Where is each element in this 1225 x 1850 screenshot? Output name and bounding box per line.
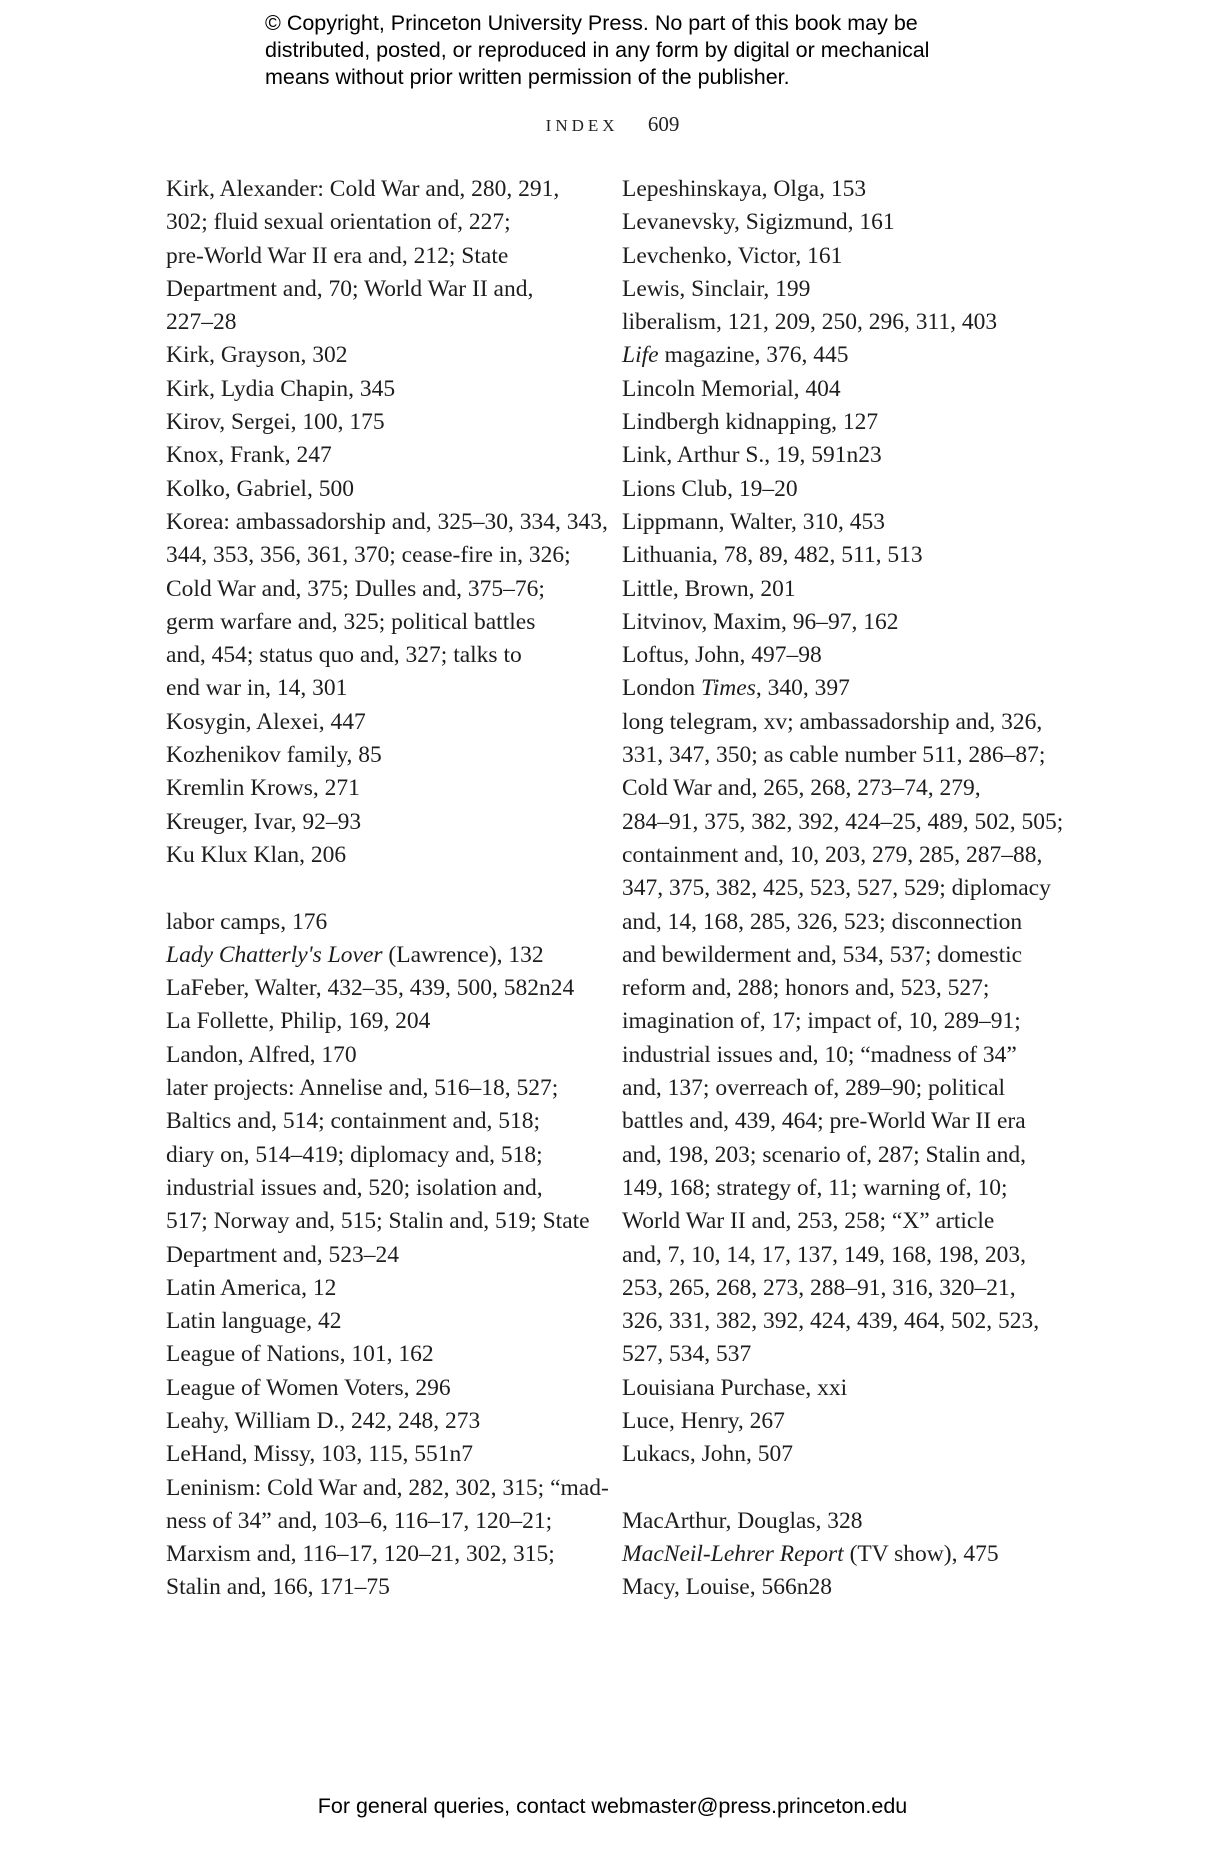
- running-head-label: INDEX: [545, 116, 619, 135]
- index-entry-line: League of Nations, 101, 162: [166, 1341, 434, 1368]
- index-entry-line: end war in, 14, 301: [166, 675, 348, 702]
- index-entry-line: 517; Norway and, 515; Stalin and, 519; State: [166, 1208, 590, 1235]
- index-entry-line: [622, 1538, 1042, 1571]
- index-entry: [622, 206, 1042, 239]
- index-entry-line: World War II and, 253, 258; “X” article: [622, 1208, 995, 1235]
- index-entry-line: 302; fluid sexual orientation of, 227;: [166, 209, 511, 236]
- index-entry: [622, 240, 1042, 273]
- index-entry-line: Lepeshinskaya, Olga, 153: [622, 176, 867, 202]
- index-entry-title: MacNeil-Lehrer Report: [622, 1541, 844, 1568]
- index-entry: [622, 173, 1042, 206]
- copyright-line: © Copyright, Princeton University Press. No part of this book may be: [265, 11, 918, 35]
- index-entry-line: Cold War and, 265, 268, 273–74, 279,: [622, 775, 981, 802]
- index-entry-line: ness of 34” and, 103–6, 116–17, 120–21;: [166, 1507, 553, 1534]
- index-entry-line: Louisiana Purchase, xxi: [622, 1374, 848, 1401]
- index-entry-line: LaFeber, Walter, 432–35, 439, 500, 582n24: [166, 975, 575, 1002]
- index-entry: [166, 439, 586, 472]
- index-entry: [166, 1472, 609, 1605]
- index-entry-line: 326, 331, 382, 392, 424, 439, 464, 502, 523,: [622, 1308, 1040, 1335]
- index-entry-line: Loftus, John, 497–98: [622, 642, 822, 669]
- index-entry: [622, 373, 1042, 406]
- index-entry: [166, 706, 586, 739]
- index-entry-line: and, 14, 168, 285, 326, 523; disconnection: [622, 908, 1023, 935]
- index-entry: [166, 806, 586, 839]
- index-entry: [166, 772, 586, 805]
- index-entry-rest: (TV show), 475: [843, 1541, 999, 1568]
- index-entry-line: industrial issues and, 10; “madness of 34”: [622, 1041, 1017, 1068]
- index-entry-line: Lincoln Memorial, 404: [622, 375, 841, 402]
- index-entry-line: Baltics and, 514; containment and, 518;: [166, 1108, 540, 1135]
- index-entry-line: Litvinov, Maxim, 96–97, 162: [622, 608, 899, 635]
- index-entry-line: Department and, 70; World War II and,: [166, 275, 534, 302]
- index-entry-line: industrial issues and, 520; isolation and,: [166, 1174, 543, 1201]
- index-entry-line: Leninism: Cold War and, 282, 302, 315; “mad-: [166, 1474, 609, 1501]
- index-entry: [166, 839, 586, 872]
- index-entry-line: and, 454; status quo and, 327; talks to: [166, 642, 522, 669]
- index-entry-line: 227–28: [166, 309, 237, 336]
- index-entry-line: La Follette, Philip, 169, 204: [166, 1008, 431, 1035]
- copyright-notice: [265, 10, 1025, 91]
- index-entry-line: Lithuania, 78, 89, 482, 511, 513: [622, 542, 923, 569]
- index-entry: [622, 1405, 1042, 1438]
- index-entry-line: Lions Club, 19–20: [622, 475, 798, 502]
- letter-group-gap: [166, 872, 586, 905]
- index-entry-line: Kreuger, Ivar, 92–93: [166, 808, 362, 835]
- index-entry-line: and, 137; overreach of, 289–90; political: [622, 1075, 1006, 1102]
- index-entry-line: Latin America, 12: [166, 1274, 337, 1301]
- index-entry-line: Lukacs, John, 507: [622, 1441, 794, 1468]
- index-entry-line: Kosygin, Alexei, 447: [166, 708, 366, 735]
- index-entry-line: LeHand, Missy, 103, 115, 551n7: [166, 1441, 474, 1468]
- index-entry: [166, 1405, 586, 1438]
- index-entry: [622, 1505, 1042, 1538]
- index-entry-line: Kirov, Sergei, 100, 175: [166, 409, 385, 436]
- index-entry-line: League of Women Voters, 296: [166, 1374, 451, 1401]
- index-entry-line: Korea: ambassadorship and, 325–30, 334, 343,: [166, 508, 608, 535]
- index-entry: [166, 473, 586, 506]
- index-entry-line: Department and, 523–24: [166, 1241, 399, 1268]
- index-entry-title: Times: [700, 675, 756, 702]
- index-entry-line: imagination of, 17; impact of, 10, 289–91;: [622, 1008, 1021, 1035]
- index-entry: [622, 1438, 1042, 1471]
- page-number: 609: [647, 112, 680, 136]
- index-entry-line: Kirk, Lydia Chapin, 345: [166, 375, 396, 402]
- index-entry: [166, 506, 608, 706]
- index-entry-line: Macy, Louise, 566n28: [622, 1574, 832, 1601]
- index-entry-line: 347, 375, 382, 425, 523, 527, 529; diplomacy: [622, 875, 1051, 902]
- index-entry: [622, 1372, 1042, 1405]
- index-entry: [166, 339, 586, 372]
- index-entry-line: Little, Brown, 201: [622, 575, 796, 602]
- index-entry-line: reform and, 288; honors and, 523, 527;: [622, 975, 990, 1002]
- index-entry-line: [166, 939, 586, 972]
- index-entry-line: Leahy, William D., 242, 248, 273: [166, 1407, 481, 1434]
- index-entry: [166, 906, 586, 939]
- running-head: [0, 112, 1225, 137]
- index-column-right: [622, 173, 1064, 1605]
- index-column-left: [166, 173, 609, 1605]
- index-entry-line: battles and, 439, 464; pre-World War II era: [622, 1108, 1026, 1135]
- index-entry-line: Latin language, 42: [166, 1308, 342, 1335]
- index-entry-rest: magazine, 376, 445: [658, 342, 849, 369]
- index-entry-line: and, 7, 10, 14, 17, 137, 149, 168, 198, 203,: [622, 1241, 1027, 1268]
- index-entry: [622, 339, 1042, 372]
- index-entry: [622, 473, 1042, 506]
- index-entry-line: 331, 347, 350; as cable number 511, 286–87;: [622, 742, 1046, 769]
- index-entry-line: Link, Arthur S., 19, 591n23: [622, 442, 882, 469]
- index-entry-line: diary on, 514–419; diplomacy and, 518;: [166, 1141, 543, 1168]
- index-entry-line: liberalism, 121, 209, 250, 296, 311, 403: [622, 309, 998, 336]
- index-entry: [622, 439, 1042, 472]
- index-entry-line: 527, 534, 537: [622, 1341, 752, 1368]
- index-entry: [166, 1072, 590, 1272]
- index-entry-line: germ warfare and, 325; political battles: [166, 608, 536, 635]
- index-entry-line: Stalin and, 166, 171–75: [166, 1574, 390, 1601]
- index-entry: [166, 1438, 586, 1471]
- index-entry-line: 284–91, 375, 382, 392, 424–25, 489, 502, 505;: [622, 808, 1064, 835]
- index-entry-line: [622, 339, 1042, 372]
- index-entry: [166, 1305, 586, 1338]
- index-entry: [622, 672, 1042, 705]
- index-entry: [166, 1372, 586, 1405]
- index-entry-line: Lewis, Sinclair, 199: [622, 275, 811, 302]
- index-entry-line: Ku Klux Klan, 206: [166, 841, 347, 868]
- index-entry: [622, 1571, 1042, 1604]
- index-entry-line: later projects: Annelise and, 516–18, 527;: [166, 1075, 559, 1102]
- copyright-line: means without prior written permission of the publisher.: [265, 65, 790, 89]
- index-entry-line: Knox, Frank, 247: [166, 442, 332, 469]
- index-entry: [166, 173, 586, 339]
- index-entry: [166, 972, 586, 1005]
- index-entry: [622, 1538, 1042, 1571]
- index-entry-line: long telegram, xv; ambassadorship and, 326,: [622, 708, 1043, 735]
- index-entry-rest: (Lawrence), 132: [382, 941, 544, 968]
- index-entry-line: Levchenko, Victor, 161: [622, 242, 843, 269]
- index-entry: [622, 606, 1042, 639]
- index-entry-line: Kirk, Grayson, 302: [166, 342, 348, 369]
- index-entry-line: Landon, Alfred, 170: [166, 1041, 357, 1068]
- index-entry-line: 149, 168; strategy of, 11; warning of, 10;: [622, 1174, 1008, 1201]
- index-entry-line: Kirk, Alexander: Cold War and, 280, 291,: [166, 176, 560, 202]
- letter-group-gap: [622, 1472, 1042, 1505]
- index-entry-line: 344, 353, 356, 361, 370; cease-fire in, 326;: [166, 542, 571, 569]
- footer-contact: For general queries, contact webmaster@press.princeton.edu: [317, 1794, 908, 1818]
- index-entry: [622, 273, 1042, 306]
- index-entry: [622, 306, 1042, 339]
- index-entry-line: Luce, Henry, 267: [622, 1407, 785, 1434]
- index-entry-line: and, 198, 203; scenario of, 287; Stalin and,: [622, 1141, 1026, 1168]
- index-entry: [166, 1338, 586, 1371]
- index-entry-line: Marxism and, 116–17, 120–21, 302, 315;: [166, 1541, 555, 1568]
- index-entry: [166, 1005, 586, 1038]
- index-entry: [166, 939, 586, 972]
- index-entry: [622, 406, 1042, 439]
- index-entry: [622, 573, 1042, 606]
- index-entry-line: labor camps, 176: [166, 908, 328, 935]
- index-entry-line: Kolko, Gabriel, 500: [166, 475, 354, 502]
- index-entry: [166, 406, 586, 439]
- index-entry: [622, 706, 1064, 1372]
- index-entry: [622, 539, 1042, 572]
- index-entry-line: [622, 672, 1042, 705]
- index-entry-line: Cold War and, 375; Dulles and, 375–76;: [166, 575, 545, 602]
- index-entry-line: MacArthur, Douglas, 328: [622, 1507, 863, 1534]
- index-entry-line: Levanevsky, Sigizmund, 161: [622, 209, 895, 236]
- index-entry: [166, 739, 586, 772]
- index-entry-line: 253, 265, 268, 273, 288–91, 316, 320–21,: [622, 1274, 1016, 1301]
- index-entry-line: Lippmann, Walter, 310, 453: [622, 508, 886, 535]
- index-entry: [622, 639, 1042, 672]
- index-entry: [166, 1039, 586, 1072]
- index-entry-lead: London: [622, 675, 701, 702]
- index-entry-title: Life: [622, 342, 659, 369]
- copyright-line: distributed, posted, or reproduced in any form by digital or mechanical: [265, 38, 930, 62]
- index-entry-line: Kremlin Krows, 271: [166, 775, 360, 802]
- index-entry-line: and bewilderment and, 534, 537; domestic: [622, 941, 1023, 968]
- index-entry-title: Lady Chatterly's Lover: [166, 941, 383, 968]
- index-entry-rest: , 340, 397: [755, 675, 850, 702]
- index-entry-line: Kozhenikov family, 85: [166, 742, 382, 769]
- index-entry-line: containment and, 10, 203, 279, 285, 287–88,: [622, 841, 1043, 868]
- index-entry: [166, 1272, 586, 1305]
- index-entry-line: pre-World War II era and, 212; State: [166, 242, 509, 269]
- index-entry-line: Lindbergh kidnapping, 127: [622, 409, 879, 436]
- index-entry: [622, 506, 1042, 539]
- index-entry: [166, 373, 586, 406]
